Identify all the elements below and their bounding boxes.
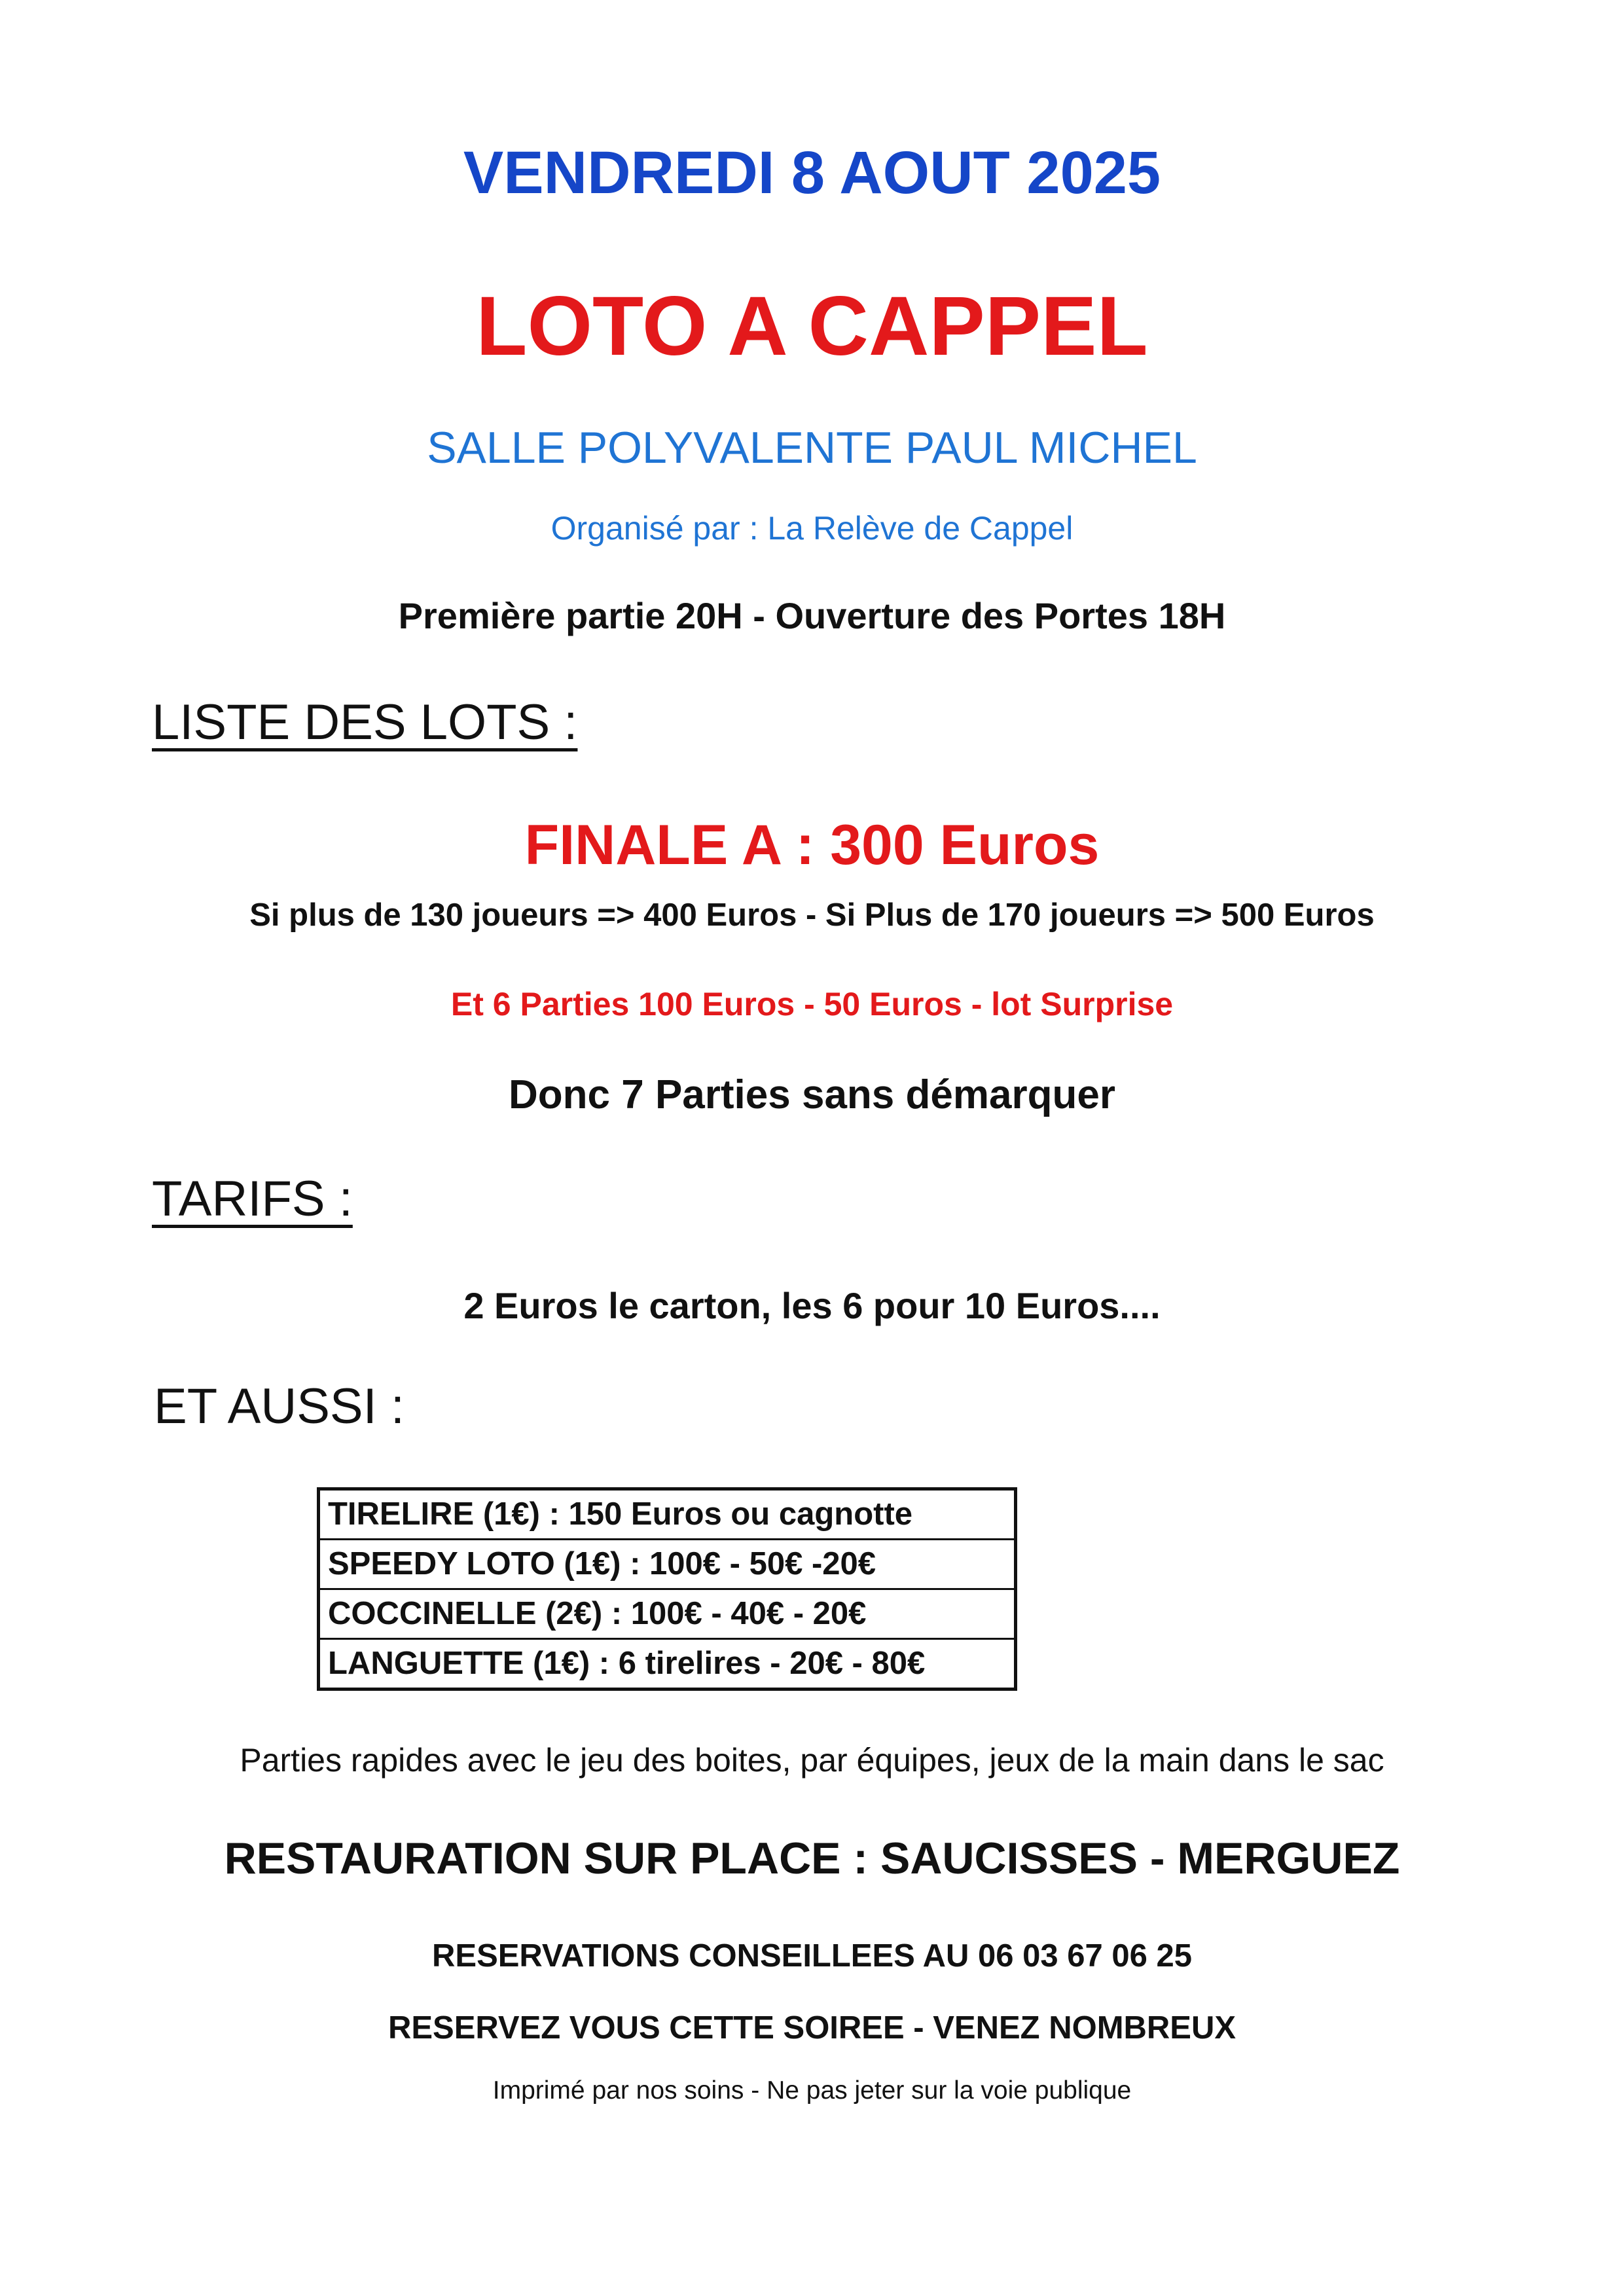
game-cell-tirelire: TIRELIRE (1€) : 150 Euros ou cagnotte bbox=[319, 1489, 1016, 1540]
aussi-heading: ET AUSSI : bbox=[154, 1379, 405, 1434]
table-row bbox=[319, 1589, 1016, 1639]
game-cell-coccinelle: COCCINELLE (2€) : 100€ - 40€ - 20€ bbox=[319, 1589, 1016, 1639]
quick-games-text: Parties rapides avec le jeu des boites, par équipes, jeux de la main dans le sac bbox=[240, 1742, 1384, 1779]
tarif-text: 2 Euros le carton, les 6 pour 10 Euros.... bbox=[463, 1285, 1161, 1326]
schedule-text: Première partie 20H - Ouverture des Portes 18H bbox=[398, 595, 1226, 636]
restauration-text: RESTAURATION SUR PLACE : SAUCISSES - MERGUEZ bbox=[224, 1834, 1400, 1883]
table-row bbox=[319, 1489, 1016, 1540]
games-table bbox=[317, 1487, 1017, 1691]
printed-notice: Imprimé par nos soins - Ne pas jeter sur la voie publique bbox=[492, 2076, 1132, 2105]
organizer-text: Organisé par : La Relève de Cappel bbox=[550, 510, 1074, 547]
table-row bbox=[319, 1639, 1016, 1690]
game-cell-languette: LANGUETTE (1€) : 6 tirelires - 20€ - 80€ bbox=[319, 1639, 1016, 1690]
tarifs-heading: TARIFS : bbox=[152, 1171, 353, 1227]
table-row bbox=[319, 1540, 1016, 1589]
event-title: LOTO A CAPPEL bbox=[476, 280, 1148, 373]
event-date: VENDREDI 8 AOUT 2025 bbox=[463, 139, 1161, 206]
finale-conditions: Si plus de 130 joueurs => 400 Euros - Si Plus de 170 joueurs => 500 Euros bbox=[249, 897, 1375, 933]
reservations-text: RESERVATIONS CONSEILLEES AU 06 03 67 06 25 bbox=[432, 1938, 1192, 1974]
finale-prize: FINALE A : 300 Euros bbox=[524, 814, 1100, 876]
parties-count: Donc 7 Parties sans démarquer bbox=[509, 1072, 1115, 1117]
lots-heading: LISTE DES LOTS : bbox=[152, 695, 578, 750]
game-cell-speedy-loto: SPEEDY LOTO (1€) : 100€ - 50€ -20€ bbox=[319, 1540, 1016, 1589]
reservez-text: RESERVEZ VOUS CETTE SOIREE - VENEZ NOMBREUX bbox=[388, 2010, 1236, 2046]
parties-prizes: Et 6 Parties 100 Euros - 50 Euros - lot Surprise bbox=[450, 986, 1174, 1022]
venue-name: SALLE POLYVALENTE PAUL MICHEL bbox=[427, 423, 1197, 473]
